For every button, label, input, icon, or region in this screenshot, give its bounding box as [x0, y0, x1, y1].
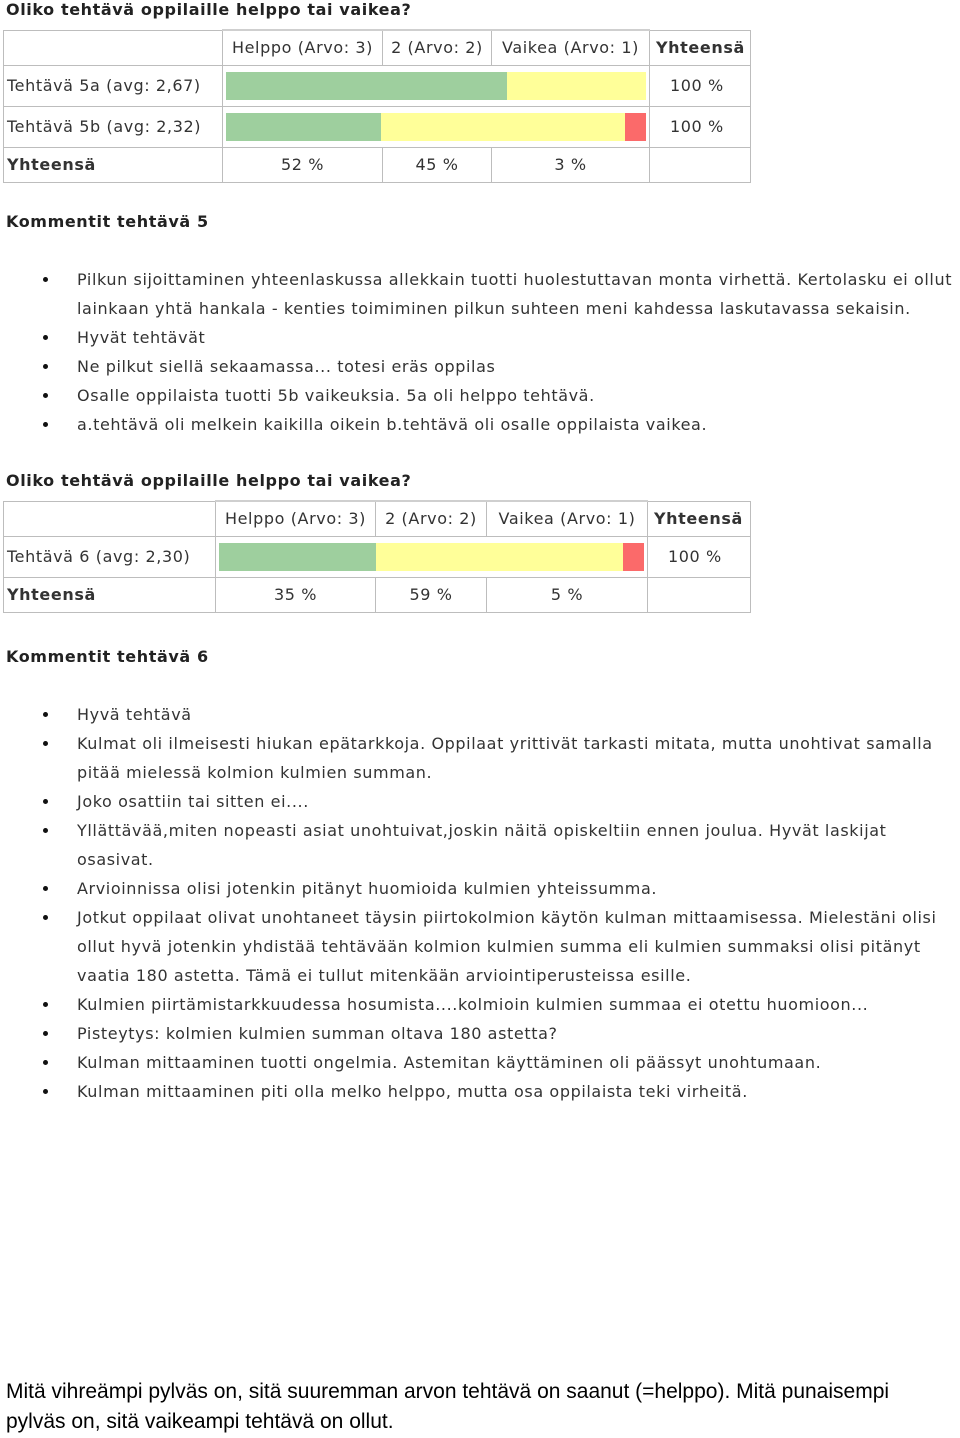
distribution-bar [219, 543, 644, 571]
header-easy: Helppo (Arvo: 3) [223, 30, 383, 65]
table-header-row [4, 501, 751, 536]
list-item: Joko osattiin tai sitten ei.... [77, 787, 960, 816]
row-total: 100 % [650, 65, 751, 106]
list-item: Jotkut oppilaat olivat unohtaneet täysin piirtokolmion käytön kulman mittaamisessa. Mielestäni olisi ollut hyvä jotenkin yhdistää tehtävään kolmion kulmien summa eli kulmien summaksi olisi pitänyt vaatia 180 astetta. Tämä ei tullut mitenkään arviointiperusteissa esille. [77, 903, 960, 990]
table-corner [4, 501, 216, 536]
bar-segment-easy [219, 543, 376, 571]
comments-heading-5: Kommentit tehtävä 5 [6, 212, 209, 231]
bar-segment-hard [623, 543, 644, 571]
table-row [4, 536, 751, 577]
question-heading-6: Oliko tehtävä oppilaille helppo tai vaikea? [6, 471, 412, 490]
totals-hard: 5 % [487, 577, 648, 612]
list-item: a.tehtävä oli melkein kaikilla oikein b.tehtävä oli osalle oppilaista vaikea. [77, 410, 960, 439]
bar-segment-easy [226, 113, 381, 141]
list-item: Osalle oppilaista tuotti 5b vaikeuksia. 5a oli helppo tehtävä. [77, 381, 960, 410]
list-item: Ne pilkut siellä sekaamassa... totesi eräs oppilas [77, 352, 960, 381]
list-item: Kulmien piirtämistarkkuudessa hosumista....kolmioin kulmien summaa ei otettu huomioon... [77, 990, 960, 1019]
totals-blank [650, 147, 751, 182]
list-item: Kulman mittaaminen tuotti ongelmia. Astemitan käyttäminen oli päässyt unohtumaan. [77, 1048, 960, 1077]
distribution-bar-cell [216, 536, 648, 577]
distribution-bar-cell [223, 106, 650, 147]
header-total: Yhteensä [648, 501, 751, 536]
header-hard: Vaikea (Arvo: 1) [487, 501, 648, 536]
list-item: Pilkun sijoittaminen yhteenlaskussa allekkain tuotti huolestuttavan monta virhettä. Kertolasku ei ollut lainkaan yhtä hankala - kenties toimiminen pilkun suhteen meni kahdessa laskutavassa sekaisin. [77, 265, 960, 323]
list-item: Hyvät tehtävät [77, 323, 960, 352]
totals-mid: 59 % [376, 577, 487, 612]
header-easy: Helppo (Arvo: 3) [216, 501, 376, 536]
header-mid: 2 (Arvo: 2) [383, 30, 492, 65]
bar-segment-mid [507, 72, 646, 100]
bar-segment-mid [376, 543, 623, 571]
header-mid: 2 (Arvo: 2) [376, 501, 487, 536]
totals-easy: 35 % [216, 577, 376, 612]
survey-table-5 [3, 29, 751, 183]
totals-label: Yhteensä [4, 577, 216, 612]
legend-footnote: Mitä vihreämpi pylväs on, sitä suuremman arvon tehtävä on saanut (=helppo). Mitä punaisempi pylväs on, sitä vaikeampi tehtävä on ollut. [6, 1380, 890, 1433]
row-label: Tehtävä 5a (avg: 2,67) [4, 65, 223, 106]
totals-hard: 3 % [492, 147, 650, 182]
survey-table-6 [3, 500, 751, 613]
comments-heading-6: Kommentit tehtävä 6 [6, 647, 209, 666]
list-item: Arvioinnissa olisi jotenkin pitänyt huomioida kulmien yhteissumma. [77, 874, 960, 903]
row-total: 100 % [650, 106, 751, 147]
table-header-row [4, 30, 751, 65]
header-hard: Vaikea (Arvo: 1) [492, 30, 650, 65]
totals-row [4, 147, 751, 182]
distribution-bar-cell [223, 65, 650, 106]
list-item: Hyvä tehtävä [77, 700, 960, 729]
list-item: Pisteytys: kolmien kulmien summan oltava 180 astetta? [77, 1019, 960, 1048]
distribution-bar [226, 113, 646, 141]
list-item: Yllättävää,miten nopeasti asiat unohtuivat,joskin näitä opiskeltiin ennen joulua. Hyvät laskijat osasivat. [77, 816, 960, 874]
question-heading-5: Oliko tehtävä oppilaille helppo tai vaikea? [6, 0, 412, 19]
bar-segment-mid [381, 113, 625, 141]
comments-list-6 [0, 700, 960, 1106]
table-row [4, 106, 751, 147]
totals-row [4, 577, 751, 612]
row-total: 100 % [648, 536, 751, 577]
bar-segment-hard [625, 113, 646, 141]
totals-label: Yhteensä [4, 147, 223, 182]
distribution-bar [226, 72, 646, 100]
header-total: Yhteensä [650, 30, 751, 65]
list-item: Kulmat oli ilmeisesti hiukan epätarkkoja. Oppilaat yrittivät tarkasti mitata, mutta unohtivat samalla pitää mielessä kolmion kulmien summan. [77, 729, 960, 787]
list-item: Kulman mittaaminen piti olla melko helppo, mutta osa oppilaista teki virheitä. [77, 1077, 960, 1106]
totals-mid: 45 % [383, 147, 492, 182]
comments-list-5 [0, 265, 960, 439]
table-row [4, 65, 751, 106]
totals-easy: 52 % [223, 147, 383, 182]
bar-segment-easy [226, 72, 507, 100]
row-label: Tehtävä 5b (avg: 2,32) [4, 106, 223, 147]
row-label: Tehtävä 6 (avg: 2,30) [4, 536, 216, 577]
totals-blank [648, 577, 751, 612]
table-corner [4, 30, 223, 65]
